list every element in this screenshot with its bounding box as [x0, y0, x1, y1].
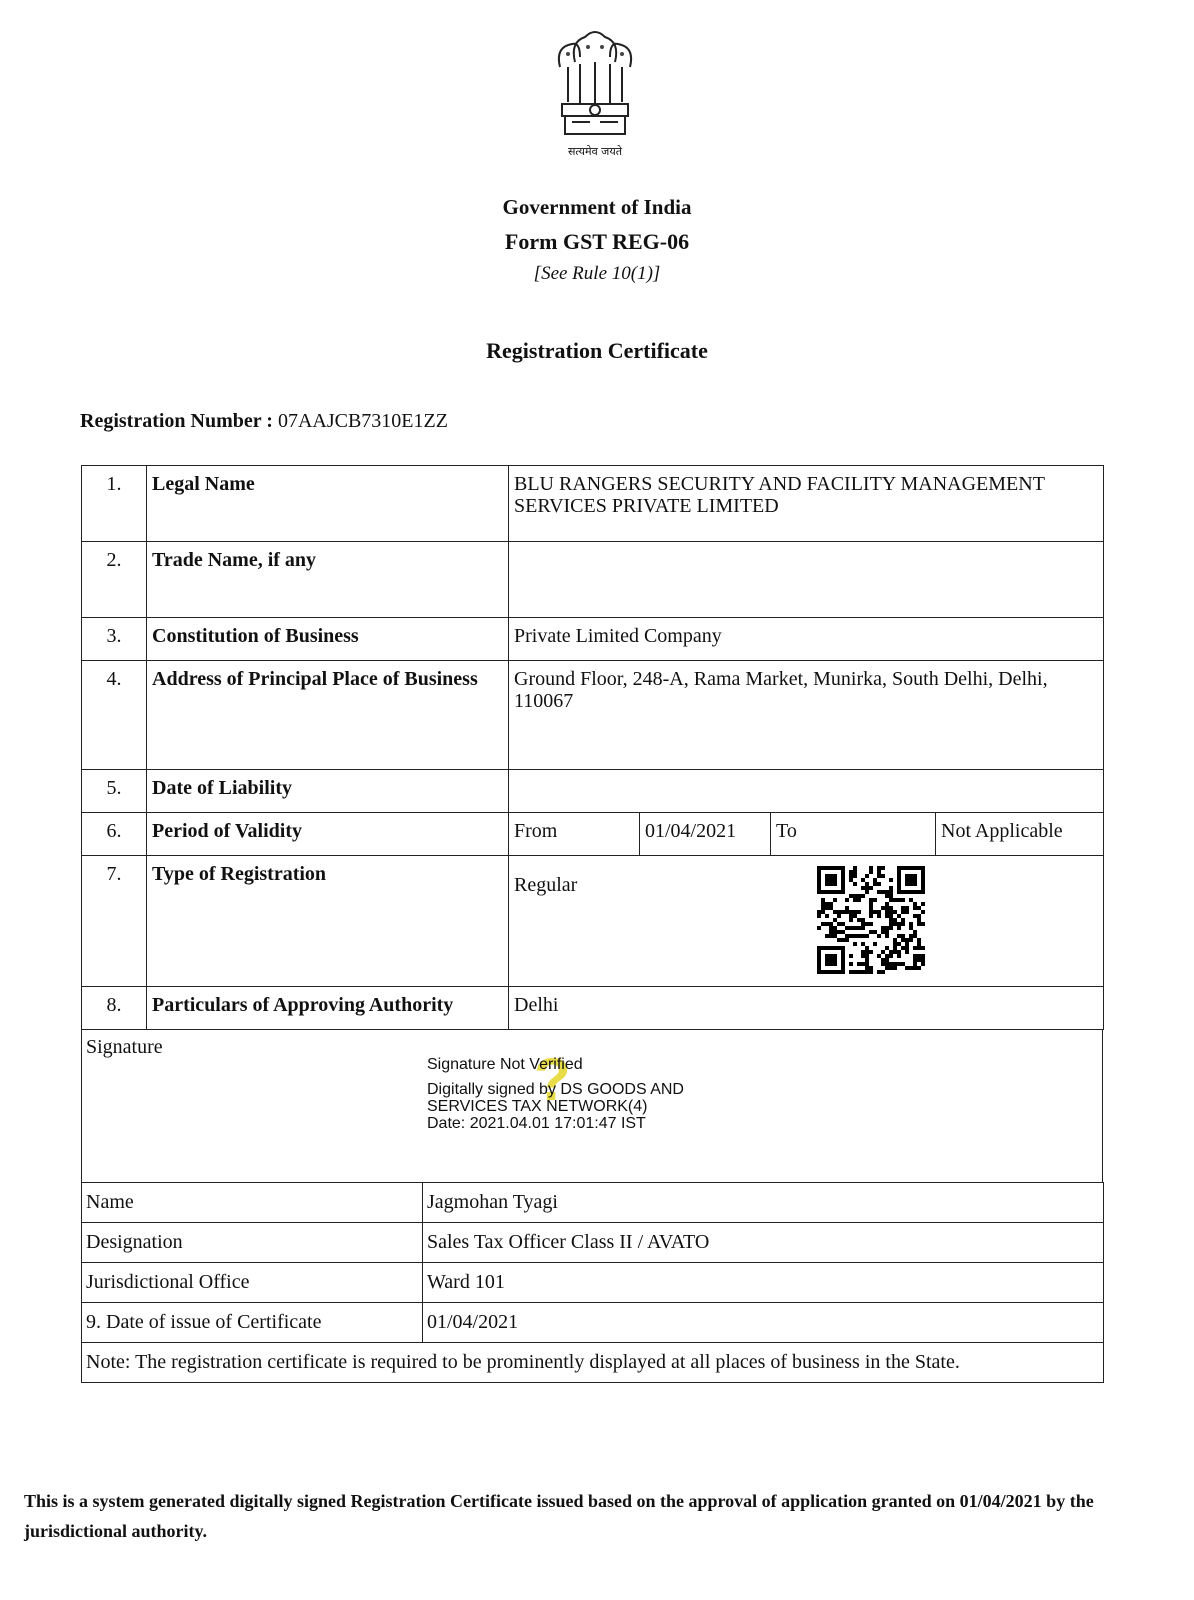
national-emblem: [550, 22, 640, 162]
registration-number-label: Registration Number :: [80, 410, 273, 432]
form-title: Form GST REG-06: [504, 229, 690, 254]
row-number: 5.: [82, 770, 147, 813]
address-value: Ground Floor, 248-A, Rama Market, Munirka, South Delhi, Delhi, 110067: [509, 661, 1104, 770]
trade-name-value: [509, 542, 1104, 618]
validity-from-value: 01/04/2021: [640, 813, 771, 856]
table-row: [82, 1223, 1104, 1263]
table-row: [82, 542, 1104, 618]
officer-value: Sales Tax Officer Class II / AVATO: [423, 1223, 1104, 1263]
registration-details-table: [81, 465, 1104, 1030]
officer-value: Ward 101: [423, 1263, 1104, 1303]
row-label: Address of Principal Place of Business: [147, 661, 509, 770]
row-number: 4.: [82, 661, 147, 770]
national-emblem-icon: [550, 22, 640, 140]
table-row: [82, 770, 1104, 813]
table-row: [82, 1303, 1104, 1343]
signature-line-3: Date: 2021.04.01 17:01:47 IST: [427, 1115, 646, 1132]
liability-date-value: [509, 770, 1104, 813]
registration-number-value: 07AAJCB7310E1ZZ: [277, 410, 448, 432]
row-number: 1.: [82, 466, 147, 542]
government-title: Government of India: [502, 195, 692, 219]
officer-details-table: [81, 1182, 1104, 1383]
approving-authority-value: Delhi: [509, 987, 1104, 1030]
row-label: Legal Name: [147, 466, 509, 542]
officer-label: 9. Date of issue of Certificate: [82, 1303, 423, 1343]
officer-label: Designation: [82, 1223, 423, 1263]
row-number: 2.: [82, 542, 147, 618]
signature-block: [81, 1030, 1103, 1182]
row-label: Particulars of Approving Authority: [147, 987, 509, 1030]
row-label: Constitution of Business: [147, 618, 509, 661]
qr-code-icon: [817, 866, 925, 974]
table-row: [82, 618, 1104, 661]
row-label: Type of Registration: [147, 856, 509, 987]
row-label: Date of Liability: [147, 770, 509, 813]
row-number: 7.: [82, 856, 147, 987]
table-row: [82, 813, 1104, 856]
registration-type-value: Regular: [509, 856, 1104, 987]
table-row: [82, 661, 1104, 770]
certificate-title: Registration Certificate: [486, 338, 708, 363]
legal-name-value: BLU RANGERS SECURITY AND FACILITY MANAGEMENT SERVICES PRIVATE LIMITED: [509, 466, 1104, 542]
signature-line-1: Digitally signed by DS GOODS AND: [427, 1081, 684, 1098]
table-row: [82, 466, 1104, 542]
validity-to-value: Not Applicable: [936, 813, 1104, 856]
display-note: Note: The registration certificate is required to be prominently displayed at all places of business in the State.: [82, 1343, 1104, 1383]
validity-to-label: To: [771, 813, 936, 856]
registration-number: [80, 410, 448, 433]
signature-line-2: SERVICES TAX NETWORK(4): [427, 1098, 648, 1115]
validity-from-label: From: [509, 813, 640, 856]
officer-label: Name: [82, 1183, 423, 1223]
signature-label: Signature: [86, 1036, 163, 1058]
row-label: Period of Validity: [147, 813, 509, 856]
rule-reference: [See Rule 10(1)]: [533, 263, 661, 284]
row-number: 8.: [82, 987, 147, 1030]
table-row: [82, 1183, 1104, 1223]
row-label: Trade Name, if any: [147, 542, 509, 618]
officer-value: 01/04/2021: [423, 1303, 1104, 1343]
table-row: [82, 856, 1104, 987]
digital-signature-stamp: [427, 1056, 684, 1132]
officer-value: Jagmohan Tyagi: [423, 1183, 1104, 1223]
officer-label: Jurisdictional Office: [82, 1263, 423, 1303]
row-number: 6.: [82, 813, 147, 856]
table-row: [82, 1263, 1104, 1303]
system-generated-footer: This is a system generated digitally signed Registration Certificate issued based on the approval of application granted on 01/04/2021 by the jurisdictional authority.: [24, 1491, 1094, 1541]
constitution-value: Private Limited Company: [509, 618, 1104, 661]
signature-status: Signature Not Verified: [427, 1056, 583, 1073]
signature-unverified-icon: ?: [534, 1046, 571, 1113]
table-row: [82, 987, 1104, 1030]
row-number: 3.: [82, 618, 147, 661]
emblem-motto: सत्यमेव जयते: [567, 145, 622, 158]
table-row: [82, 1343, 1104, 1383]
